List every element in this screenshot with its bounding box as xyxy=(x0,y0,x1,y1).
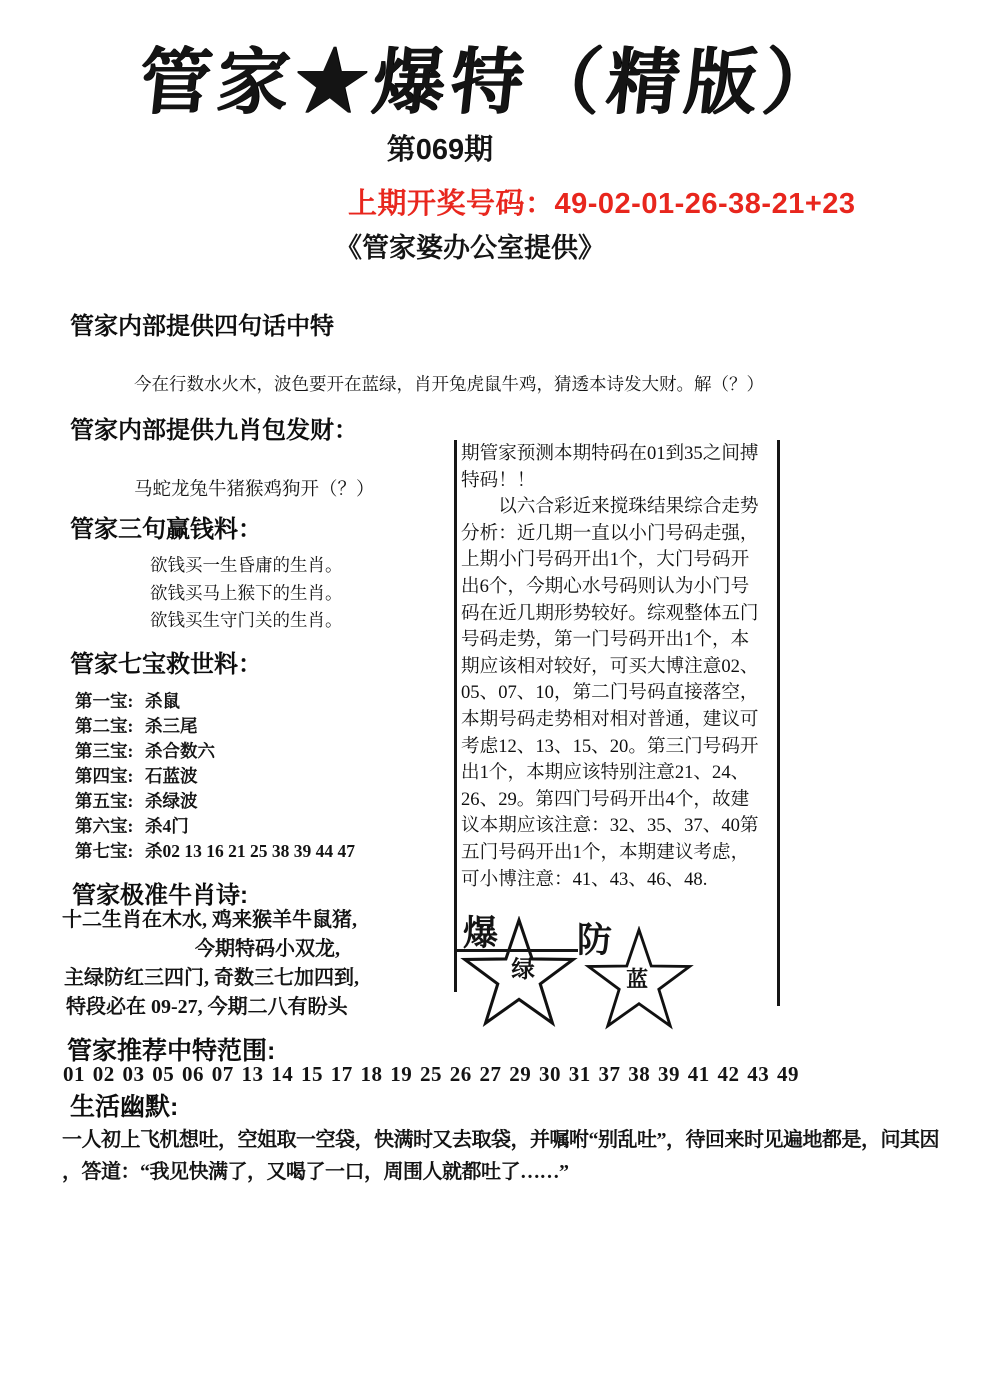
treasure-label: 第七宝: xyxy=(75,841,134,861)
humor-line: ，答道：“我见快满了，又喝了一口，周围人就都吐了……” xyxy=(62,1161,569,1183)
four-sentence-heading: 管家内部提供四句话中特 xyxy=(70,313,334,340)
box-left-border xyxy=(454,440,457,992)
nine-zodiac-line: 马蛇龙兔牛猪猴鸡狗开（？） xyxy=(134,480,375,500)
treasure-label: 第三宝: xyxy=(75,741,134,761)
poem-line: 今期特码小双龙, xyxy=(195,938,340,960)
three-money-line: 欲钱买生守门关的生肖。 xyxy=(150,610,343,630)
treasure-row xyxy=(75,738,215,763)
prediction-line: 上期小门号码开出1个，大门号码开 xyxy=(461,549,750,571)
green-star-text: 绿 xyxy=(511,957,535,984)
treasure-label: 第四宝: xyxy=(75,766,134,786)
prediction-text xyxy=(461,441,759,893)
provider-line: 《管家婆办公室提供》 xyxy=(335,233,605,263)
poem-line: 特段必在 09-27, 今期二八有盼头 xyxy=(66,996,348,1018)
prediction-line: 码在近几期形势较好。综观整体五门 xyxy=(461,602,759,624)
prediction-line: 出6个，今期心水号码则认为小门号 xyxy=(461,575,750,597)
box-right-border xyxy=(777,440,780,1006)
treasure-label: 第二宝: xyxy=(75,716,134,736)
prediction-line: 出1个，本期应该特别注意21、24、 xyxy=(461,762,750,784)
prediction-line: 五门号码开出1个，本期建议考虑， xyxy=(461,841,750,863)
treasure-row xyxy=(75,838,355,863)
recommend-heading: 管家推荐中特范围: xyxy=(67,1037,276,1065)
poem-line: 主绿防红三四门, 奇数三七加四到, xyxy=(64,967,359,989)
last-draw-numbers: 上期开奖号码：49-02-01-26-38-21+23 xyxy=(348,188,856,220)
treasure-row xyxy=(75,788,198,813)
recommend-numbers: 01 02 03 05 06 07 13 14 15 17 18 19 25 26 27 29 30 31 37 38 39 41 42 43 49 xyxy=(63,1062,799,1086)
prediction-line: 号码走势，第一门号码开出1个，本 xyxy=(461,629,750,651)
treasure-row xyxy=(75,813,189,838)
prediction-line: 05、07、10，第二门号码直接落空， xyxy=(461,682,759,704)
treasure-value: 杀鼠 xyxy=(145,691,180,711)
treasure-value: 杀4门 xyxy=(145,816,189,836)
treasure-row xyxy=(75,763,198,788)
treasure-label: 第一宝: xyxy=(75,691,134,711)
blue-star-text: 蓝 xyxy=(626,967,649,992)
three-money-line: 欲钱买一生昏庸的生肖。 xyxy=(150,555,343,575)
humor-heading: 生活幽默: xyxy=(70,1093,179,1121)
prediction-line: 特码！！ xyxy=(461,469,536,491)
page-title: 管家★爆特（精版） xyxy=(134,43,845,123)
prediction-line: 以六合彩近来搅珠结果综合走势 xyxy=(461,496,759,518)
treasure-value: 石蓝波 xyxy=(145,766,198,786)
nine-zodiac-heading: 管家内部提供九肖包发财： xyxy=(70,417,358,444)
treasure-row xyxy=(75,688,180,713)
seven-treasure-heading: 管家七宝救世料： xyxy=(70,651,262,678)
treasure-value: 杀三尾 xyxy=(145,716,198,736)
humor-line: 一人初上飞机想吐，空姐取一空袋，快满时又去取袋，并嘱咐“别乱吐”，待回来时见遍地都是，问其因 xyxy=(62,1129,939,1151)
prediction-line: 期管家预测本期特码在01到35之间搏 xyxy=(461,443,759,464)
treasure-label: 第五宝: xyxy=(75,791,134,811)
poem-line: 十二生肖在木水, 鸡来猴羊牛鼠猪, xyxy=(62,909,357,931)
three-money-heading: 管家三句赢钱料： xyxy=(70,516,262,543)
treasure-label: 第六宝: xyxy=(75,816,134,836)
fang-label: 防 xyxy=(577,921,613,960)
zodiac-poem-heading: 管家极准牛肖诗: xyxy=(72,882,248,909)
prediction-line: 考虑12、13、15、20。第三门号码开 xyxy=(461,735,759,757)
bao-label: 爆 xyxy=(463,914,499,953)
treasure-row xyxy=(75,713,198,738)
prediction-line: 分析：近几期一直以小门号码走强， xyxy=(461,522,759,544)
four-sentence-line: 今在行数水火木，波色要开在蓝绿，肖开兔虎鼠牛鸡，猜透本诗发大财。解（？） xyxy=(134,374,764,394)
issue-number: 第069期 xyxy=(386,134,494,166)
treasure-value: 杀合数六 xyxy=(145,741,215,761)
prediction-line: 期应该相对较好，可买大博注意02、 xyxy=(461,655,759,677)
prediction-line: 本期号码走势相对相对普通，建议可 xyxy=(461,708,759,730)
prediction-line: 议本期应该注意：32、35、37、40第 xyxy=(461,815,759,837)
treasure-value: 杀02 13 16 21 25 38 39 44 47 xyxy=(145,841,355,861)
treasure-value: 杀绿波 xyxy=(145,791,198,811)
prediction-line: 26、29。第四门号码开出4个，故建 xyxy=(461,788,750,810)
prediction-line: 可小博注意：41、43、46、48. xyxy=(461,868,708,890)
three-money-line: 欲钱买马上猴下的生肖。 xyxy=(150,583,343,603)
